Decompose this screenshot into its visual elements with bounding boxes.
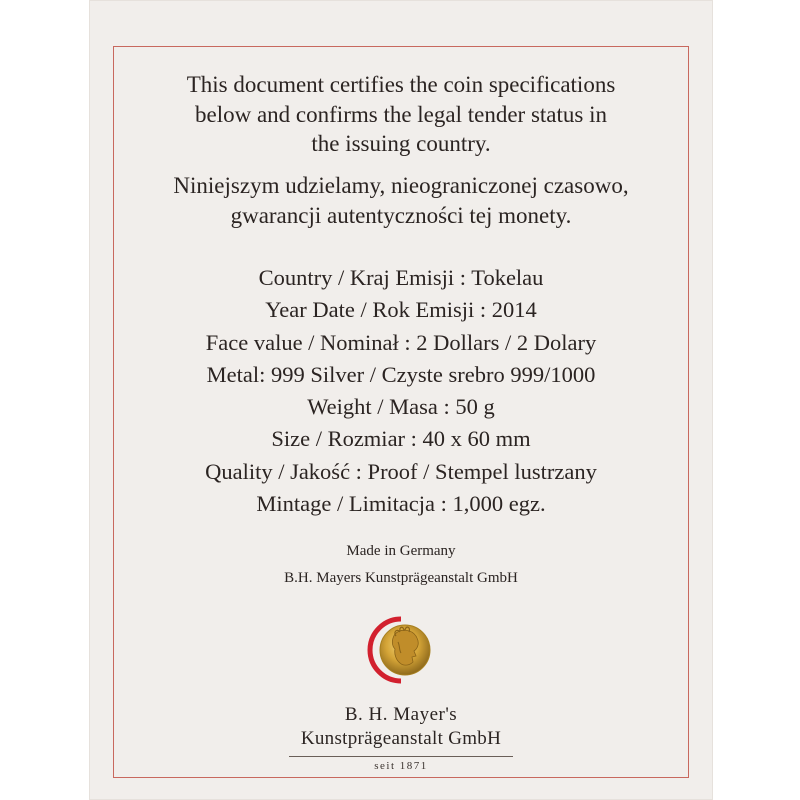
made-in-text: Made in Germany (346, 543, 456, 559)
intro-english-line: the issuing country. (311, 131, 491, 156)
intro-english-line: This document certifies the coin specifications (186, 72, 616, 97)
brand-name: B. H. Mayer's (344, 704, 458, 725)
brand-since (89, 756, 713, 774)
intro-english (89, 70, 713, 159)
intro-polish (89, 171, 713, 230)
gold-coin-head-icon (367, 616, 435, 684)
intro-english-line: below and confirms the legal tender status in (195, 101, 607, 127)
spec-quality: Quality / Jakość : Proof / Stempel lustrzany (205, 458, 597, 484)
spec-metal: Metal: 999 Silver / Czyste srebro 999/1000 (206, 361, 596, 387)
coin-specifications (89, 262, 713, 520)
spec-face-value: Face value / Nominał : 2 Dollars / 2 Dolary (205, 329, 597, 355)
brand-company: Kunstprägeanstalt GmbH (300, 728, 502, 749)
spec-year: Year Date / Rok Emisji : 2014 (265, 297, 537, 323)
spec-size: Size / Rozmiar : 40 x 60 mm (271, 426, 531, 452)
certificate-card (89, 0, 713, 800)
since-text: seit 1871 (366, 760, 436, 773)
spec-country: Country / Kraj Emisji : Tokelau (258, 265, 544, 290)
intro-polish-line: Niniejszym udzielamy, nieograniczonej czasowo, (173, 173, 629, 198)
spec-weight: Weight / Masa : 50 g (307, 394, 495, 420)
origin-block (89, 538, 713, 592)
intro-polish-line: gwarancji autentyczności tej monety. (230, 202, 572, 228)
spec-mintage: Mintage / Limitacja : 1,000 egz. (256, 491, 546, 517)
maker-text: B.H. Mayers Kunstprägeanstalt GmbH (284, 570, 518, 586)
